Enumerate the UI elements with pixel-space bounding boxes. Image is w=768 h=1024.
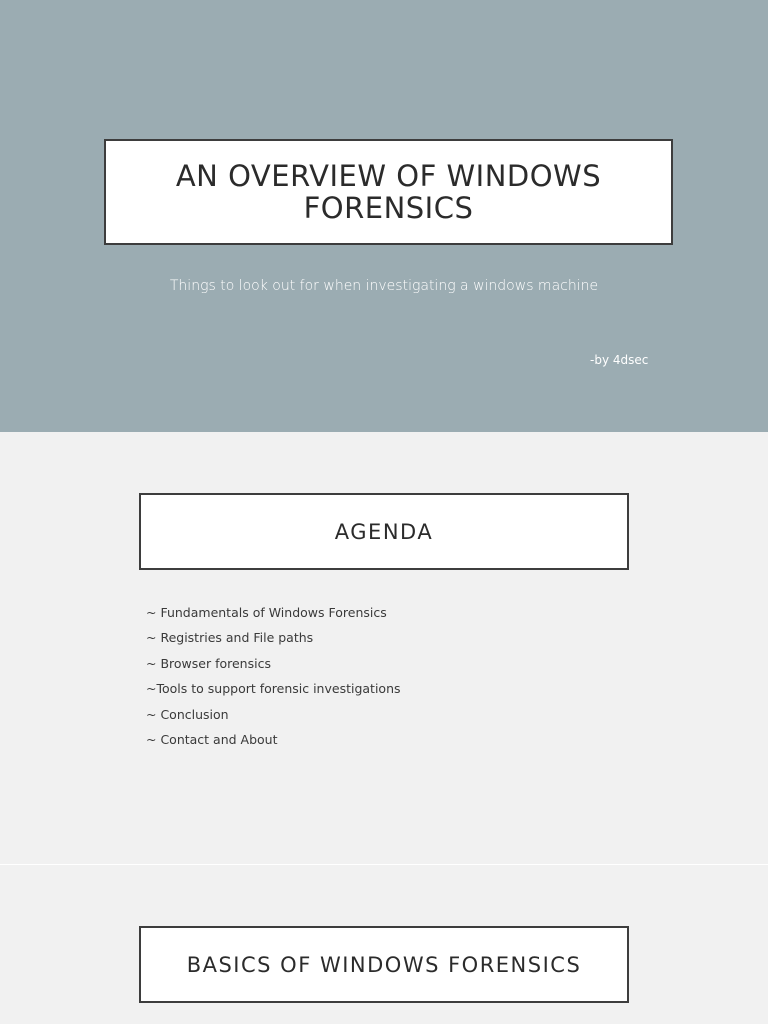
agenda-item: ~ Registries and File paths	[146, 630, 314, 646]
agenda-item: ~ Conclusion	[146, 706, 229, 722]
agenda-slide	[0, 432, 768, 865]
basics-slide	[0, 866, 768, 1024]
basics-heading: BASICS OF WINDOWS FORENSICS	[186, 952, 582, 977]
agenda-item: ~ Fundamentals of Windows Forensics	[146, 605, 387, 620]
title-box	[104, 139, 673, 245]
agenda-heading: AGENDA	[334, 519, 434, 544]
author-byline: -by 4dsec	[590, 353, 649, 367]
presentation-subtitle: Things to look out for when investigating a windows machine	[169, 278, 599, 294]
basics-heading-box	[139, 926, 629, 1003]
title-slide	[0, 0, 768, 432]
agenda-list	[146, 600, 401, 752]
presentation-title: AN OVERVIEW OF WINDOWS FORENSICS	[175, 159, 602, 225]
agenda-item: ~ Contact and About	[146, 731, 278, 747]
agenda-heading-box	[139, 493, 629, 570]
agenda-item: ~Tools to support forensic investigations	[146, 681, 401, 697]
agenda-item: ~ Browser forensics	[146, 655, 271, 671]
